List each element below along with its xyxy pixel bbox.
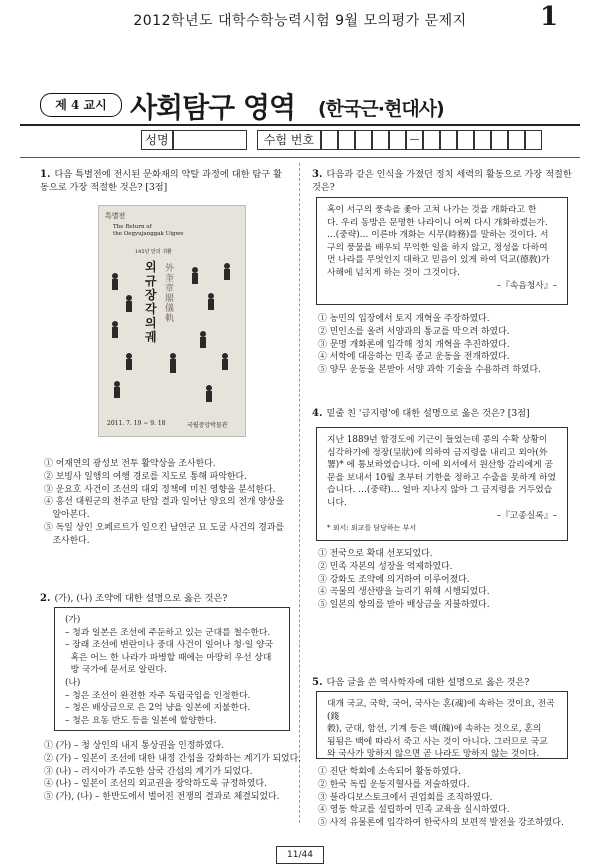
id-rule: [20, 157, 580, 158]
exam-number-dash: —: [406, 130, 423, 150]
exam-number-cell[interactable]: [508, 130, 525, 150]
name-field[interactable]: [173, 130, 247, 150]
question-stem: 다음과 같은 인식을 가졌던 정치 세력의 활동으로 가장 적절한 것은?: [312, 169, 572, 193]
option[interactable]: ④ 곡물의 생산량을 늘리기 위해 시행되었다.: [318, 587, 490, 598]
column-divider: [299, 163, 300, 823]
exam-number-cell[interactable]: [389, 130, 406, 150]
exam-number-cell[interactable]: [423, 130, 440, 150]
option[interactable]: ⑤ 양무 운동을 본받아 서양 과학 기술을 수용하려 하였다.: [318, 365, 541, 376]
option[interactable]: ① (가) – 청 상인의 내지 통상권을 인정하였다.: [44, 741, 224, 751]
session-badge: 제 4 교시: [40, 93, 122, 117]
q4-options: [318, 548, 580, 612]
subject-title: 사회탐구 영역: [130, 91, 296, 124]
exhibition-poster: [98, 205, 246, 437]
q4-source-box: 지난 1889년 함경도에 기근이 들었는데 콩의 수확 상황이 심각하기에 정장(呈狀)에 의하여 금지령을 내리고 외아(外 署)* 에 통보하였습니다. 이에 외서에서 원산항 감리에게 공 문을 보내서 10월 초부터 기한을 정하고 수출을 못하게 하였 습니다. …(중략)… 얼마 지나지 않아 그 금지령을 거두었습 니다. –『고종실록』– * 외서: 외교를 담당하는 부서: [316, 427, 568, 541]
poster-org: 국립중앙박물관: [187, 422, 228, 429]
exam-number-cell[interactable]: [474, 130, 491, 150]
q1-options: [44, 458, 294, 548]
source-citation: –『속음청사』–: [496, 280, 557, 291]
exam-number-cell[interactable]: [372, 130, 389, 150]
header-rule: [20, 124, 580, 126]
poster-en-title: The Return of the Oegyujanggak Uigwe: [113, 224, 184, 237]
option[interactable]: ① 전국으로 확대 선포되었다.: [318, 549, 433, 559]
option[interactable]: ② (가) – 일본이 조선에 대한 내정 간섭을 강화하는 계기가 되었다.: [44, 753, 302, 764]
option[interactable]: ③ 운요호 사건이 조선의 대외 정책에 미친 영향을 분석한다.: [44, 484, 276, 495]
option[interactable]: ① 농민의 입장에서 토지 개혁을 주장하였다.: [318, 314, 490, 324]
option[interactable]: ③ 문명 개화론에 입각해 정치 개혁을 추진하였다.: [318, 339, 510, 350]
q5-source-box: 대개 국교, 국학, 국어, 국사는 혼(魂)에 속하는 것이요, 전곡(錢 穀), 군대, 함선, 기계 등은 백(魄)에 속하는 것으로, 혼의 됨됨은 백에 따라서 죽고 사는 것이 아니다. 그러므로 국교 와 국사가 망하지 않으면 곧 나라도 망하지 않는 것이다.: [316, 691, 568, 759]
option-continued: 조사한다.: [44, 535, 90, 546]
exam-number-label: 수험 번호: [257, 130, 321, 150]
question-stem: 밑줄 친 '금지령'에 대한 설명으로 옳은 것은? [3점]: [326, 408, 530, 419]
question-2: [40, 592, 290, 605]
exam-number-cell[interactable]: [440, 130, 457, 150]
question-3: [312, 168, 574, 194]
q3-options: [318, 313, 580, 377]
question-1: [40, 168, 290, 194]
option[interactable]: ② 민족 자본의 성장을 억제하였다.: [318, 561, 453, 572]
option[interactable]: ① 진단 학회에 소속되어 활동하였다.: [318, 767, 462, 777]
q2-options: [44, 740, 302, 804]
option[interactable]: ⑤ 일본의 항의를 받아 배상금을 지불하였다.: [318, 600, 490, 611]
option[interactable]: ② 한국 독립 운동지혈사를 저술하였다.: [318, 779, 470, 790]
q2-treaty-box: (가) – 청과 일본은 조선에 주둔하고 있는 군대를 철수한다. – 장래 조선에 변란이나 중대 사건이 일어나 청·일 양국 혹은 어느 한 나라가 파병할 때에는 마땅히 우선 상대 방 국가에 문서로 알린다. (나) – 청은 조선이 완전한 자주 독립국임을 인정한다. – 청은 배상금으로 은 2억 냥을 일본에 지불한다. – 청은 요동 반도 등을 일본에 할양한다.: [54, 607, 290, 731]
question-number: 3.: [312, 169, 323, 180]
option[interactable]: ④ 흥선 대원군의 천주교 탄압 결과 일어난 양요의 전개 양상을: [44, 497, 285, 508]
exam-number-cell[interactable]: [321, 130, 338, 150]
q3-source-box: 혹이 서구의 풍속을 좇아 고쳐 나가는 것을 개화라고 한 다. 우리 동방은 문명한 나라이니 어찌 다시 개화하겠는가. …(중략)… 이른바 개화는 시무(時務)를 말하는 것이다. 서 구의 풍물을 배우되 무익한 일을 하지 않고, 정성을 다하여 먼 나라를 무엇인지 대하고 믿음이 있게 하여 덕교(德敎)가 사해에 넘치게 하는 것이 그것이다. –『속음청사』–: [316, 197, 568, 305]
option[interactable]: ③ 블라디보스토크에서 권업회를 조직하였다.: [318, 792, 493, 803]
id-fields: [141, 130, 542, 150]
question-stem: 다음 글을 쓴 역사학자에 대한 설명으로 옳은 것은?: [326, 677, 530, 688]
question-stem: (가), (나) 조약에 대한 설명으로 옳은 것은?: [54, 593, 228, 604]
option-continued: 알아본다.: [44, 510, 90, 521]
name-label: 성명: [141, 130, 173, 150]
question-number: 1.: [40, 169, 51, 180]
option[interactable]: ② 보빙사 일행의 여행 경로를 지도로 통해 파악한다.: [44, 471, 247, 482]
poster-tag: 특별전: [105, 212, 126, 220]
option[interactable]: ② 민인소를 올려 서양과의 통교를 막으려 하였다.: [318, 326, 510, 337]
option[interactable]: ⑤ 사적 유물론에 입각하여 한국사의 보편적 발전을 강조하였다.: [318, 818, 564, 829]
option[interactable]: ① 어재연의 광성보 전투 활약상을 조사한다.: [44, 459, 216, 469]
page-number: 1: [540, 2, 559, 32]
source-citation: –『고종실록』–: [496, 510, 557, 521]
exam-number-cell[interactable]: [338, 130, 355, 150]
poster-title-ko: 외규장각 의궤: [145, 260, 157, 344]
option[interactable]: ④ (나) – 일본이 조선의 외교권을 장악하도록 규정하였다.: [44, 779, 267, 790]
question-5: [312, 676, 574, 689]
option[interactable]: ③ 강화도 조약에 의거하여 이루어졌다.: [318, 574, 470, 585]
exam-number-cell[interactable]: [525, 130, 542, 150]
option[interactable]: ④ 서학에 대응하는 민족 종교 운동을 전개하였다.: [318, 352, 510, 363]
question-number: 5.: [312, 677, 323, 688]
option[interactable]: ④ 영동 학교를 설립하여 민족 교육을 실시하였다.: [318, 805, 510, 816]
procession-figures: [99, 206, 247, 438]
question-number: 4.: [312, 408, 323, 419]
footnote: * 외서: 외교를 담당하는 부서: [327, 524, 417, 533]
poster-subtitle: 145년 만의 귀환: [135, 249, 172, 255]
exam-number-cell[interactable]: [457, 130, 474, 150]
exam-number-cell[interactable]: [355, 130, 372, 150]
option[interactable]: ③ (나) – 러시아가 주도한 삼국 간섭의 계기가 되었다.: [44, 766, 253, 777]
subject-subtitle: (한국근·현대사): [318, 98, 444, 120]
poster-title-hanja: 外奎章閣 儀軌: [165, 264, 175, 324]
poster-dates: 2011. 7. 19 ~ 9. 18: [107, 420, 166, 427]
option[interactable]: ⑤ 독일 상인 오페르트가 일으킨 남연군 묘 도굴 사건의 경과를: [44, 522, 285, 533]
page-counter: 11/44: [276, 846, 324, 864]
question-stem: 다음 특별전에 전시된 문화재의 약탈 과정에 대한 탐구 활동으로 가장 적절한 것은? [3점]: [40, 169, 282, 193]
option[interactable]: ⑤ (가), (나) – 한반도에서 벌어진 전쟁의 결과로 체결되었다.: [44, 792, 280, 803]
exam-number-cell[interactable]: [491, 130, 508, 150]
exam-title: 2012학년도 대학수학능력시험 9월 모의평가 문제지: [133, 13, 467, 29]
question-4: [312, 407, 574, 420]
q5-options: [318, 766, 580, 830]
question-number: 2.: [40, 593, 51, 604]
